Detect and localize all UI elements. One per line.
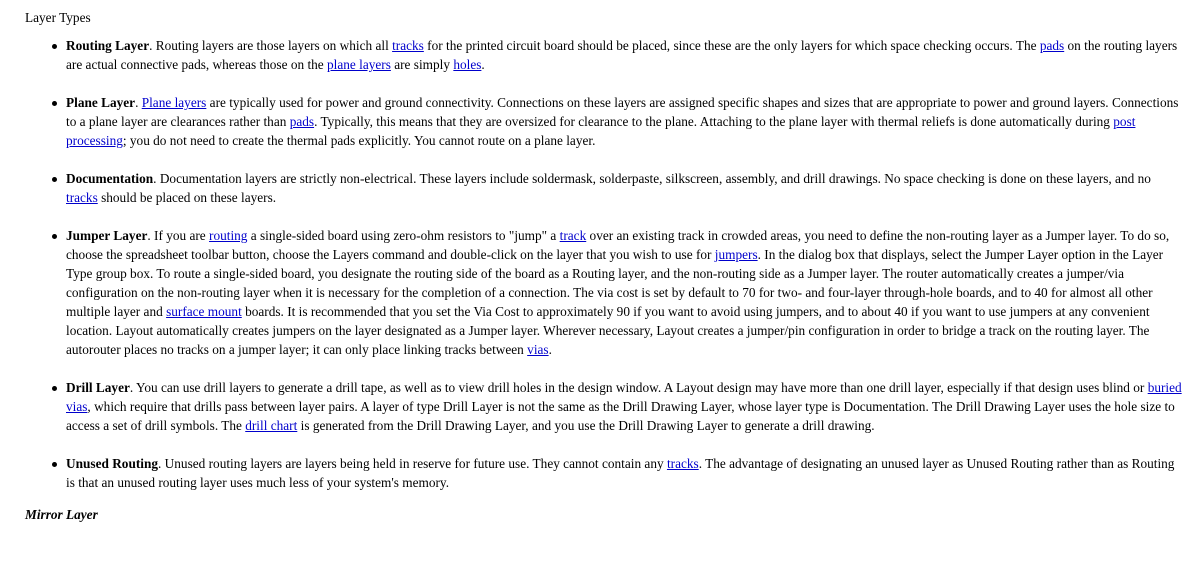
bullet-icon [52, 101, 57, 106]
list-item-routing-layer [25, 36, 1185, 74]
bullet-icon [52, 386, 57, 391]
term-routing-layer: Routing Layer [66, 38, 150, 53]
bullet-icon [52, 44, 57, 49]
item-body [66, 228, 1169, 357]
section-heading: Layer Types [25, 10, 91, 25]
text-run: should be placed on these layers. [97, 190, 277, 205]
next-section-heading: Mirror Layer [25, 507, 98, 522]
text-run: . Unused routing layers are layers being held in reserve for future use. They cannot contain any [158, 456, 667, 471]
text-run: . If you are [147, 228, 210, 243]
text-run: on the routing layers are actual connective pads, whereas those on the [66, 38, 1178, 72]
text-run: over an existing track in crowded areas, you need to define the non-routing layer as a Jumper layer. To do so, choose the spreadsheet toolbar button, choose the Layers command and double-click on the layer that you wish to use for [66, 228, 1170, 262]
link-pads[interactable]: pads [1039, 38, 1065, 53]
link-jumpers[interactable]: jumpers [714, 247, 758, 262]
text-run: . Typically, this means that they are oversized for clearance to the plane. Attaching to the plane layer with thermal reliefs is done automatically during [314, 114, 1114, 129]
text-run: are simply [390, 57, 454, 72]
link-tracks[interactable]: tracks [66, 190, 98, 205]
text-run: for the printed circuit board should be placed, since these are the only layers for which space checking occurs. The [423, 38, 1040, 53]
text-run: . In the dialog box that displays, select the Jumper Layer option in the Layer Type group box. To route a single-sided board, you designate the routing side of the board as a Routing layer, and the non-routing side as a Jumper layer. The router automatically creates a jumper/via configuration on the non-routing layer when it is necessary for the completion of a connection. The via cost is set by default to 70 for two- and four-layer through-hole boards, and to 40 for almost all other multiple layer and [66, 247, 1164, 319]
term-documentation: Documentation [66, 171, 154, 186]
layer-type-list [25, 36, 1185, 492]
bullet-icon [52, 234, 57, 239]
text-run: . Documentation layers are strictly non-electrical. These layers include soldermask, solderpaste, silkscreen, assembly, and drill drawings. No space checking is done on these layers, and no [153, 171, 1151, 186]
link-plane-layers[interactable]: Plane layers [141, 95, 207, 110]
list-item-drill-layer [25, 378, 1185, 435]
text-run: . [135, 95, 142, 110]
text-run: . Routing layers are those layers on which all [149, 38, 393, 53]
text-run: . [481, 57, 485, 72]
text-run: . The advantage of designating an unused layer as Unused Routing rather than as Routing is that an unused routing layer uses much less of your system's memory. [66, 456, 1175, 490]
list-item-documentation [25, 169, 1185, 207]
link-buried-vias[interactable]: buried vias [66, 380, 1182, 414]
list-item-jumper-layer [25, 226, 1185, 359]
term-unused-routing: Unused Routing [66, 456, 159, 471]
document-page [25, 0, 1185, 524]
link-holes[interactable]: holes [453, 57, 482, 72]
item-body [66, 380, 1182, 433]
bullet-icon [52, 177, 57, 182]
text-run: is generated from the Drill Drawing Layer, and you use the Drill Drawing Layer to generate a drill drawing. [297, 418, 875, 433]
item-body [66, 38, 1177, 72]
list-item-plane-layer [25, 93, 1185, 150]
item-body [66, 456, 1174, 490]
link-surface-mount[interactable]: surface mount [166, 304, 242, 319]
item-body [66, 171, 1151, 205]
link-drill-chart[interactable]: drill chart [245, 418, 298, 433]
link-vias[interactable]: vias [527, 342, 549, 357]
bullet-icon [52, 462, 57, 467]
link-plane-layers[interactable]: plane layers [327, 57, 391, 72]
text-run: . [548, 342, 552, 357]
text-run: . You can use drill layers to generate a drill tape, as well as to view drill holes in the design window. A Layout design may have more than one drill layer, especially if that design uses blind or [129, 380, 1148, 395]
text-run: ; you do not need to create the thermal pads explicitly. You cannot route on a plane layer. [122, 133, 596, 148]
text-run: boards. It is recommended that you set the Via Cost to approximately 90 if you want to avoid using jumpers, and to about 40 if you want to use jumpers at any convenient location. Layout automatically creates jumpers on the layer designated as a Jumper layer. Wherever necessary, Layout creates a jumper/pin configuration in order to bridge a track on the routing layer. The autorouter places no tracks on a jumper layer; it can only place linking tracks between [66, 304, 1150, 357]
term-jumper-layer: Jumper Layer [66, 228, 148, 243]
term-plane-layer: Plane Layer [66, 95, 136, 110]
term-drill-layer: Drill Layer [66, 380, 130, 395]
item-body [66, 95, 1178, 148]
link-tracks[interactable]: tracks [392, 38, 424, 53]
text-run: a single-sided board using zero-ohm resistors to "jump" a [247, 228, 560, 243]
link-track[interactable]: track [559, 228, 587, 243]
link-post-processing[interactable]: post processing [66, 114, 1136, 148]
link-tracks[interactable]: tracks [666, 456, 699, 471]
link-routing[interactable]: routing [209, 228, 248, 243]
link-pads[interactable]: pads [289, 114, 315, 129]
list-item-unused-routing [25, 454, 1185, 492]
text-run: , which require that drills pass between layer pairs. A layer of type Drill Layer is not the same as the Drill Drawing Layer, whose layer type is Documentation. The Drill Drawing Layer uses the hole size to access a set of drill symbols. The [66, 399, 1175, 433]
text-run: are typically used for power and ground connectivity. Connections on these layers are assigned specific shapes and sizes that are appropriate to power and ground layers. Connections to a plane layer are clearances rather than [66, 95, 1179, 129]
